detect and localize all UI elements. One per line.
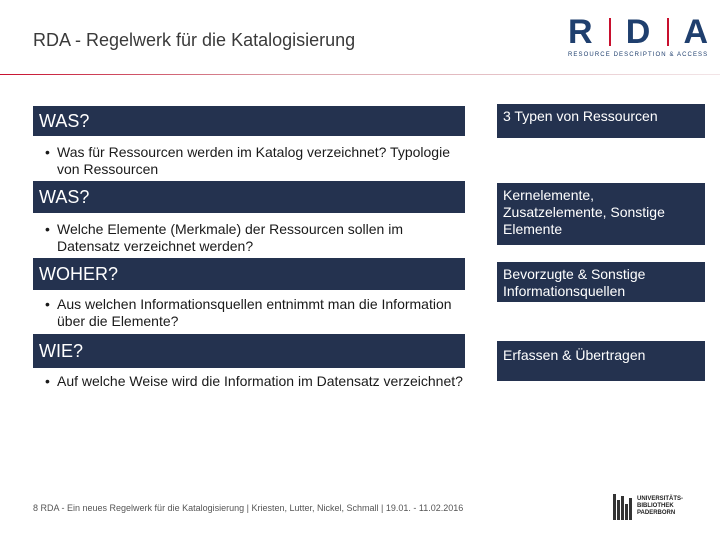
question-detail: • Aus welchen Informationsquellen entnimmt man die Information über die Elemente? (45, 296, 465, 330)
ub-logo-text (637, 496, 683, 517)
rda-separator (609, 18, 611, 46)
rda-letter-a: A (683, 13, 710, 51)
rda-letter-r: R (568, 13, 595, 51)
answer-box: 3 Typen von Ressourcen (497, 104, 705, 138)
question-detail: • Was für Ressourcen werden im Katalog verzeichnet? Typologie von Ressourcen (45, 144, 465, 178)
title-rule (0, 74, 720, 75)
ub-logo-line: BIBLIOTHEK (637, 502, 674, 509)
question-detail: • Auf welche Weise wird die Information im Datensatz verzeichnet? (45, 373, 465, 390)
question-box: WAS? (33, 106, 465, 136)
rda-separator (667, 18, 669, 46)
question-box: WOHER? (33, 258, 465, 290)
answer-box: Kernelemente, Zusatzelemente, Sonstige Elemente (497, 183, 705, 245)
ub-logo-line: UNIVERSITÄTS- (637, 495, 684, 502)
question-detail: • Welche Elemente (Merkmale) der Ressourcen sollen im Datensatz verzeichnet werden? (45, 221, 465, 255)
ub-logo-line: PADERBORN (637, 509, 676, 516)
question-box: WAS? (33, 181, 465, 213)
ub-logo-bars-icon (613, 492, 633, 520)
question-box: WIE? (33, 334, 465, 368)
page-title: RDA - Regelwerk für die Katalogisierung (33, 30, 356, 50)
rda-logo (568, 13, 710, 62)
answer-box: Erfassen & Übertragen (497, 341, 705, 381)
rda-logo-letters (568, 13, 710, 51)
answer-box: Bevorzugte & Sonstige Informationsquellen (497, 262, 705, 302)
ub-logo (613, 492, 683, 520)
rda-letter-d: D (625, 13, 653, 51)
footer-text: 8 RDA - Ein neues Regelwerk für die Katalogisierung | Kriesten, Lutter, Nickel, Schmall | 19.01. - 11.02.2016 (33, 503, 464, 513)
rda-logo-subtitle: RESOURCE DESCRIPTION & ACCESS (568, 52, 709, 58)
